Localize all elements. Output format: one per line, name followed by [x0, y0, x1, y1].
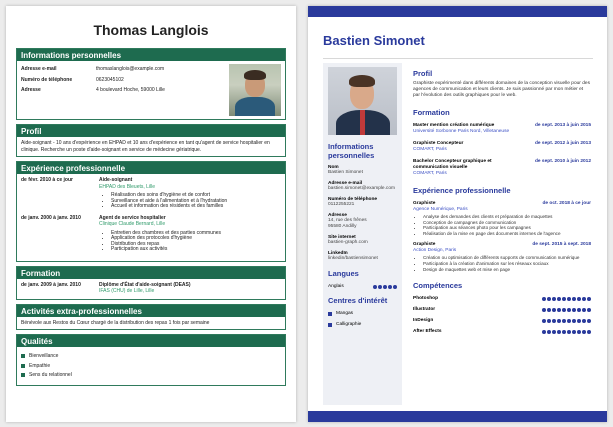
experience-title: Aide-soignant	[99, 177, 133, 183]
langue-row	[328, 284, 397, 289]
square-bullet-icon	[21, 364, 25, 368]
section-qualites	[16, 334, 286, 386]
level-dot	[567, 308, 571, 312]
section-experience	[16, 161, 286, 262]
level-dot	[582, 330, 586, 334]
level-dot	[587, 297, 591, 301]
level-dot	[557, 297, 561, 301]
section-title: Qualités	[17, 335, 285, 347]
formation-title: Bachelor Concepteur graphique et communication visuelle	[413, 159, 492, 170]
level-dots	[542, 308, 591, 312]
level-dot	[577, 308, 581, 312]
level-dot	[587, 308, 591, 312]
level-dot	[572, 319, 576, 323]
level-dot	[557, 319, 561, 323]
info-value: 0623045102	[96, 76, 124, 83]
field-label: Adresse	[328, 213, 347, 218]
level-dot	[547, 308, 551, 312]
sidebar-title: Centres d'intérêt	[328, 296, 388, 305]
bullet: • Application des protocoles d'hygiène	[111, 236, 281, 242]
experience-item	[413, 201, 591, 236]
level-dot	[562, 330, 566, 334]
bullet: • Surveillance et aide à l'alimentation et à l'hydratation	[111, 199, 281, 205]
experience-dates: de oct. 2018 à ce jour	[542, 201, 591, 206]
experience-dates: de janv. 2000 à janv. 2010	[21, 214, 81, 221]
level-dot	[388, 285, 392, 289]
formation-place: Université Sorbonne Paris Nord, Villetaneuse	[413, 129, 510, 134]
resume-bastien-simonet[interactable]	[308, 6, 607, 422]
info-row	[21, 77, 225, 84]
formation-dates: de janv. 2009 à janv. 2010	[21, 281, 81, 288]
section-title: Compétences	[413, 281, 463, 291]
skill-name: After Effects	[413, 329, 442, 335]
square-bullet-icon	[21, 373, 25, 377]
formation-dates: de sept. 2013 à juin 2015	[535, 123, 591, 128]
level-dot	[378, 285, 382, 289]
level-dot	[542, 297, 546, 301]
main-column	[413, 63, 591, 334]
formation-title: Diplôme d'État d'aide-soignant (DEAS)	[99, 281, 191, 288]
langue-name: Anglais	[328, 284, 344, 289]
section-profil	[16, 124, 286, 157]
bullet: • Création ou optimisation de différents supports de communication numérique	[423, 255, 591, 261]
experience-dates: de sept. 2015 à sept. 2018	[532, 242, 591, 248]
info-label: Adresse	[21, 87, 41, 93]
sidebar	[323, 63, 402, 405]
section-title: Activités extra-professionnelles	[17, 305, 285, 317]
level-dot	[552, 297, 556, 301]
square-bullet-icon	[328, 312, 332, 316]
qualite-label: Sens du relationnel	[29, 372, 72, 378]
resume-name: Thomas Langlois	[93, 22, 209, 38]
profile-photo	[229, 64, 281, 116]
bullet: • Design de maquettes web et mise en page	[423, 267, 591, 273]
level-dot	[383, 285, 387, 289]
bullet: • Réalisation des soins d'hygiène et de confort	[111, 193, 281, 199]
experience-title: Graphiste	[413, 201, 436, 206]
activites-text: Bénévole aux Restos du Cœur chargé de la distribution des repas 1 fois par semaine	[21, 319, 210, 326]
experience-dates: de févr. 2010 à ce jour	[21, 177, 73, 183]
formation-item	[21, 282, 281, 295]
section-formation	[16, 266, 286, 300]
experience-place: Action Design, Paris	[413, 248, 457, 254]
experience-place: Agence Numérique, Paris	[413, 207, 468, 212]
section-activites	[16, 304, 286, 331]
level-dot	[552, 319, 556, 323]
field-label: Numéro de téléphone	[328, 197, 378, 202]
experience-place: Clinique Claude Bernard, Lille	[99, 221, 166, 227]
formation-dates: de sept. 2012 à juin 2013	[535, 141, 591, 146]
level-dot	[567, 297, 571, 301]
qualite-label: Bienveillance	[29, 353, 59, 359]
formation-title: Master mention création numérique	[413, 123, 495, 128]
field-label: Nom	[328, 165, 339, 170]
skill-name: Photoshop	[413, 296, 439, 302]
level-dot	[547, 319, 551, 323]
level-dot	[557, 330, 561, 334]
bullet: • Distribution des repas	[111, 242, 281, 248]
experience-item	[21, 215, 281, 253]
skill-row	[413, 318, 591, 323]
level-dots	[373, 285, 397, 289]
bullet: • Conception de campagnes de communication	[423, 220, 591, 226]
level-dot	[572, 297, 576, 301]
interet-item	[328, 311, 397, 316]
level-dot	[547, 297, 551, 301]
field-label: LinkedIn	[328, 251, 348, 256]
field-value: Bastien Simonet	[328, 170, 363, 175]
section-title: Formation	[413, 108, 450, 117]
level-dot	[577, 319, 581, 323]
field-label: Adresse e-mail	[328, 181, 363, 186]
level-dot	[567, 330, 571, 334]
experience-item	[413, 242, 591, 272]
footer-band	[308, 411, 607, 422]
bullet: • Accueil et information des résidents et des familles	[111, 204, 281, 210]
resume-name: Bastien Simonet	[323, 33, 425, 48]
skill-name: InDesign	[413, 318, 434, 324]
experience-title: Agent de service hospitalier	[99, 214, 166, 221]
level-dot	[557, 308, 561, 312]
skill-row	[413, 296, 591, 301]
level-dot	[587, 319, 591, 323]
interet-label: Calligraphie	[336, 322, 362, 327]
bullet: • Réalisation de la mise en page des documents internes de l'agence	[423, 231, 591, 237]
level-dots	[542, 330, 591, 334]
level-dot	[562, 308, 566, 312]
interet-label: Mangas	[336, 311, 354, 316]
level-dot	[552, 330, 556, 334]
field-value: 14, rue des frênes 95580 Andilly	[328, 218, 367, 229]
formation-title: Graphiste Concepteur	[413, 141, 464, 146]
formation-item	[413, 141, 591, 153]
experience-title: Graphiste	[413, 242, 436, 248]
level-dot	[547, 330, 551, 334]
qualite-label: Empathie	[29, 362, 51, 369]
section-title: Profil	[413, 69, 433, 78]
field-value: 0112255221	[328, 202, 355, 207]
profil-text: Aide-soignant - 10 ans d'expérience en EHPAD et 10 ans d'expérience en tant qu'agent de service hospitalier en clinique. Recherche un poste d'aide-soignant en service de médecine gériatrique.	[21, 140, 270, 153]
formation-dates: de sept. 2010 à juin 2012	[535, 159, 591, 164]
level-dot	[542, 319, 546, 323]
level-dot	[393, 285, 397, 289]
field-value: bastien.simonet@example.com	[328, 186, 395, 191]
level-dots	[542, 297, 591, 301]
profile-photo	[328, 67, 397, 135]
level-dot	[582, 297, 586, 301]
level-dots	[542, 319, 591, 323]
info-value: 4 boulevard Hoche, 59000 Lille	[96, 87, 165, 93]
bullet: • Analyse des demandes des clients et préparation de maquettes	[423, 214, 591, 220]
profil-text: Graphiste expérimenté dans différents domaines de la conception visuelle pour des agences de communication et leurs clients. Je suis passionné par mon métier et par l'évolution des outils graphiques pour le web.	[413, 81, 590, 98]
field-label: Site internet	[328, 235, 356, 240]
level-dot	[582, 308, 586, 312]
info-value: thomaslanglois@example.com	[96, 66, 165, 72]
level-dot	[572, 330, 576, 334]
resume-thomas-langlois[interactable]	[6, 6, 296, 422]
square-bullet-icon	[328, 323, 332, 327]
level-dot	[542, 308, 546, 312]
qualite-item	[21, 372, 281, 379]
section-info	[16, 48, 286, 120]
level-dot	[373, 285, 377, 289]
experience-place: EHPAD des Bleuets, Lille	[99, 183, 156, 190]
level-dot	[562, 297, 566, 301]
skill-name: Illustrator	[413, 307, 436, 313]
level-dot	[572, 308, 576, 312]
sidebar-title: Langues	[328, 269, 359, 278]
bullet: • Participation aux activités	[111, 247, 281, 253]
sidebar-title: Informations personnelles	[328, 142, 375, 160]
level-dot	[582, 319, 586, 323]
info-row	[21, 66, 225, 73]
level-dot	[562, 319, 566, 323]
bullet: • Participation à la création d'animation sur les réseaux sociaux	[423, 261, 591, 267]
level-dot	[577, 330, 581, 334]
qualite-item	[21, 353, 281, 360]
section-title: Formation	[17, 267, 285, 279]
section-title: Profil	[17, 125, 285, 137]
info-label: Adresse e-mail	[21, 66, 57, 72]
formation-item	[413, 123, 591, 135]
header-band	[308, 6, 607, 17]
bullet: • Entretien des chambres et des parties communes	[111, 231, 281, 237]
section-title: Informations personnelles	[17, 49, 285, 61]
bullet: • Participation aux séances photo pour les campagnes	[423, 225, 591, 231]
experience-item	[21, 177, 281, 210]
square-bullet-icon	[21, 354, 25, 358]
level-dot	[567, 319, 571, 323]
formation-place: COMART, Paris	[413, 171, 447, 176]
qualite-item	[21, 363, 281, 370]
interet-item	[328, 322, 397, 327]
level-dot	[552, 308, 556, 312]
info-label: Numéro de téléphone	[21, 76, 73, 83]
section-title: Expérience professionnelle	[413, 186, 511, 195]
field-value: bastien-graph.com	[328, 240, 368, 245]
formation-place: IFAS (CHU) de Lille, Lille	[99, 288, 155, 294]
skill-row	[413, 307, 591, 312]
formation-place: COMART, Paris	[413, 147, 447, 152]
skill-row	[413, 329, 591, 334]
field-value: linkedin/bastiensimonet	[328, 256, 378, 261]
divider	[323, 58, 593, 59]
formation-item	[413, 159, 591, 177]
level-dot	[577, 297, 581, 301]
section-title: Expérience professionnelle	[17, 162, 285, 174]
level-dot	[542, 330, 546, 334]
level-dot	[587, 330, 591, 334]
info-row	[21, 87, 225, 94]
